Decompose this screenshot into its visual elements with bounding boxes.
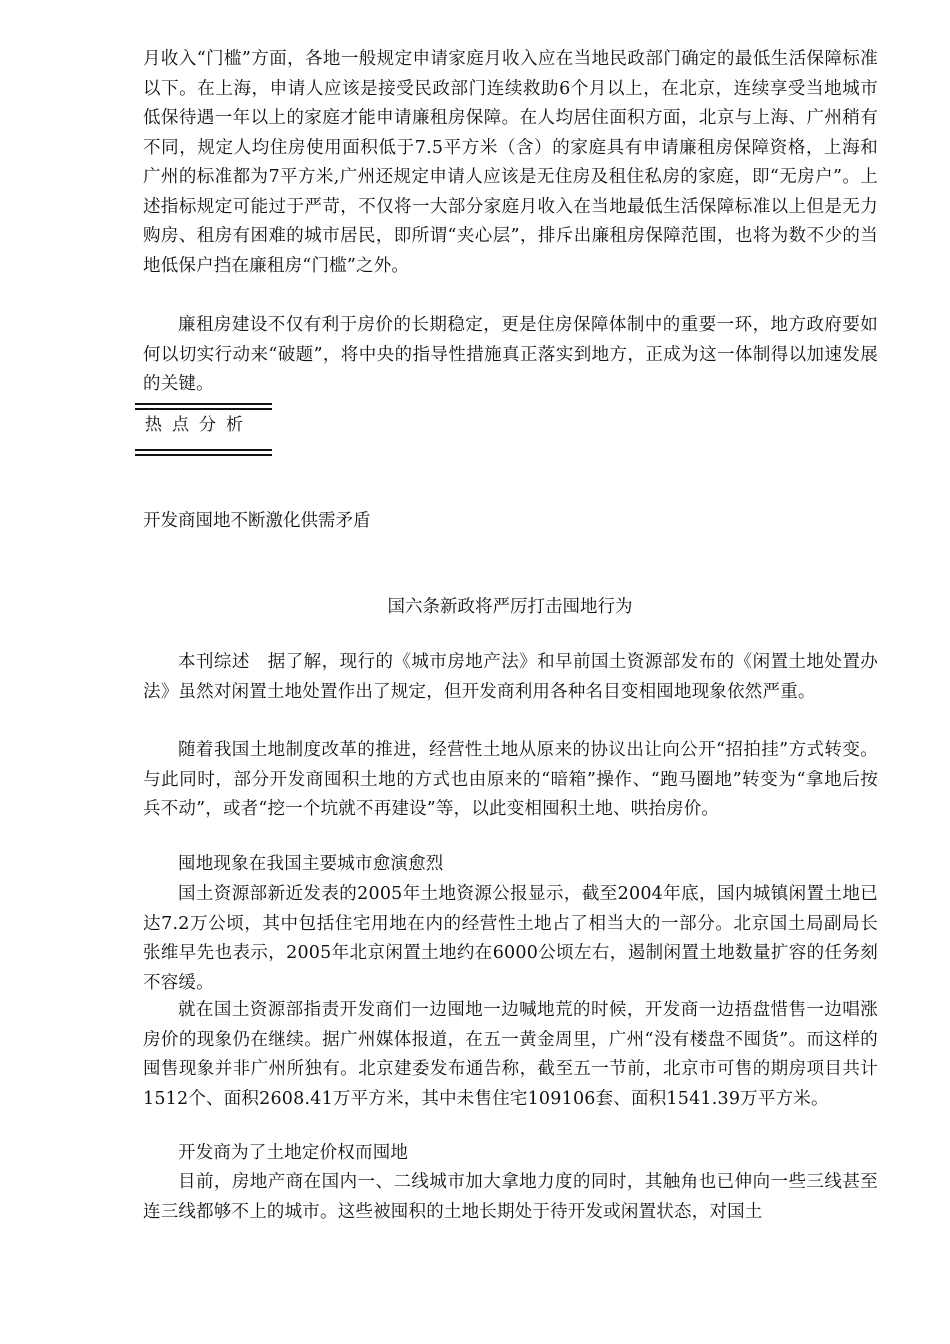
section-header-box [135,403,272,459]
article-paragraph-5: 目前，房地产商在国内一、二线城市加大拿地力度的同时，其触角也已伸向一些三线甚至连三线都够不上的城市。这些被囤积的土地长期处于待开发或闲置状态，对国土 [143,1172,878,1222]
section-label: 热点分析 [145,415,253,435]
article-paragraph-1: 本刊综述 据了解，现行的《城市房地产法》和早前国土资源部发布的《闲置土地处置办法》虽然对闲置土地处置作出了规定，但开发商利用各种名目变相囤地现象依然严重。 [143,652,878,702]
section-top-rule [135,403,272,410]
article-paragraph-2: 随着我国土地制度改革的推进，经营性土地从原来的协议出让向公开“招拍挂”方式转变。与此同时，部分开发商囤积土地的方式也由原来的“暗箱”操作、“跑马圈地”转变为“拿地后按兵不动”，或者“挖一个坑就不再建设”等，以此变相囤积土地、哄抬房价。 [143,740,878,819]
section-bottom-rule [135,449,272,456]
article-paragraph-4: 就在国土资源部指责开发商们一边囤地一边喊地荒的时候，开发商一边捂盘惜售一边唱涨房价的现象仍在继续。据广州媒体报道，在五一黄金周里，广州“没有楼盘不囤货”。而这样的囤售现象并非广州所独有。北京建委发布通告称，截至五一节前，北京市可售的期房项目共计1512个、面积2608.41万平方米，其中未售住宅109106套、面积1541.39万平方米。 [143,1000,878,1109]
article-topic: 开发商囤地不断激化供需矛盾 [143,511,371,531]
article-subhead-2: 开发商为了土地定价权而囤地 [178,1143,409,1163]
article-paragraph-3: 国土资源部新近发表的2005年土地资源公报显示，截至2004年底，国内城镇闲置土地已达7.2万公顷，其中包括住宅用地在内的经营性土地占了相当大的一部分。北京国土局副局长张维早先也表示，2005年北京闲置土地约在6000公顷左右，遏制闲置土地数量扩容的任务刻不容缓。 [143,884,878,993]
article-subhead-1: 囤地现象在我国主要城市愈演愈烈 [178,854,444,874]
intro-paragraph-1: 月收入“门槛”方面，各地一般规定申请家庭月收入应在当地民政部门确定的最低生活保障标准以下。在上海，申请人应该是接受民政部门连续救助6个月以上，在北京，连续享受当地城市低保待遇一年以上的家庭才能申请廉租房保障。在人均居住面积方面，北京与上海、广州稍有不同，规定人均住房使用面积低于7.5平方米（含）的家庭具有申请廉租房保障资格，上海和广州的标准都为7平方米,广州还规定申请人应该是无住房及租住私房的家庭，即“无房户”。上述指标规定可能过于严苛，不仅将一大部分家庭月收入在当地最低生活保障标准以上但是无力购房、租房有困难的城市居民，即所谓“夹心层”，排斥出廉租房保障范围，也将为数不少的当地低保户挡在廉租房“门槛”之外。 [143,49,878,276]
article-title: 国六条新政将严厉打击囤地行为 [387,597,633,617]
intro-paragraph-2: 廉租房建设不仅有利于房价的长期稳定，更是住房保障体制中的重要一环，地方政府要如何以切实行动来“破题”，将中央的指导性措施真正落实到地方，正成为这一体制得以加速发展的关键。 [143,315,878,394]
